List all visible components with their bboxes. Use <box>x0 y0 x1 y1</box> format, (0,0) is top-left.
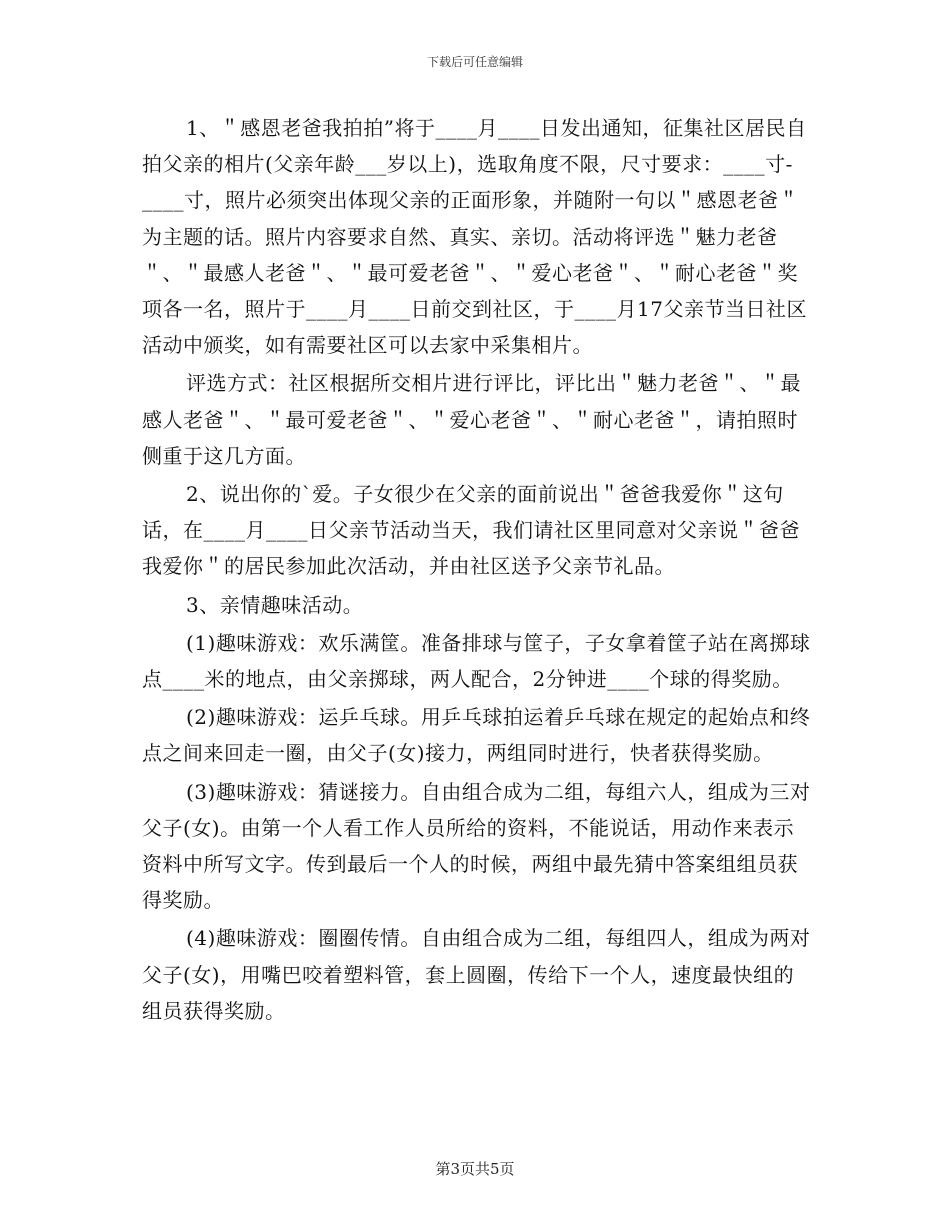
page-number: 第3页共5页 <box>435 1160 515 1178</box>
page-header: 下载后可任意编辑 <box>426 55 523 69</box>
paragraph-game-1: (1)趣味游戏：欢乐满筐。准备排球与筐子，子女拿着筐子站在离掷球点____米的地点，由父亲掷球，两人配合，2分钟进____个球的得奖励。 <box>142 630 811 692</box>
paragraph-game-4: (4)趣味游戏：圈圈传情。自由组合成为二组，每组四人，组成为两对父子(女)，用嘴巴咬着塑料管，套上圆圈，传给下一个人，速度最快组的组员获得奖励。 <box>142 926 811 1023</box>
document-body <box>142 110 812 1031</box>
paragraph-judging-method: 评选方式：社区根据所交相片进行评比，评比出＂魅力老爸＂、＂最感人老爸＂、＂最可爱老爸＂、＂爱心老爸＂、＂耐心老爸＂，请拍照时侧重于这几方面。 <box>142 371 801 468</box>
paragraph-family-activities: 3、亲情趣味活动。 <box>186 592 364 617</box>
paragraph-game-2: (2)趣味游戏：运乒乓球。用乒乓球拍运着乒乓球在规定的起始点和终点之间来回走一圈，由父子(女)接力，两组同时进行，快者获得奖励。 <box>142 705 811 766</box>
paragraph-say-love: 2、说出你的`爱。子女很少在父亲的面前说出＂爸爸我爱你＂这句话，在____月____日父亲节活动当天，我们请社区里同意对父亲说＂爸爸我爱你＂的居民参加此次活动，并由社区送予父亲节礼品。 <box>142 482 800 579</box>
paragraph-photo-contest: 1、＂感恩老爸我拍拍”将于____月____日发出通知，征集社区居民自拍父亲的相片(父亲年龄___岁以上)，选取角度不限，尺寸要求：____寸-____寸，照片必须突出体现父亲的正面形象，并随附一句以＂感恩老爸＂为主题的话。照片内容要求自然、真实、亲切。活动将评选＂魅力老爸＂、＂最感人老爸＂、＂最可爱老爸＂、＂爱心老爸＂、＂耐心老爸＂奖项各一名，照片于____月____日前交到社区，于____月17父亲节当日社区活动中颁奖，如有需要社区可以去家中采集相片。 <box>142 116 807 358</box>
paragraph-game-3: (3)趣味游戏：猜谜接力。自由组合成为二组，每组六人，组成为三对父子(女)。由第一个人看工作人员所给的资料，不能说话，用动作来表示资料中所写文字。传到最后一个人的时候，两组中最先猜中答案组组员获得奖励。 <box>142 779 811 913</box>
